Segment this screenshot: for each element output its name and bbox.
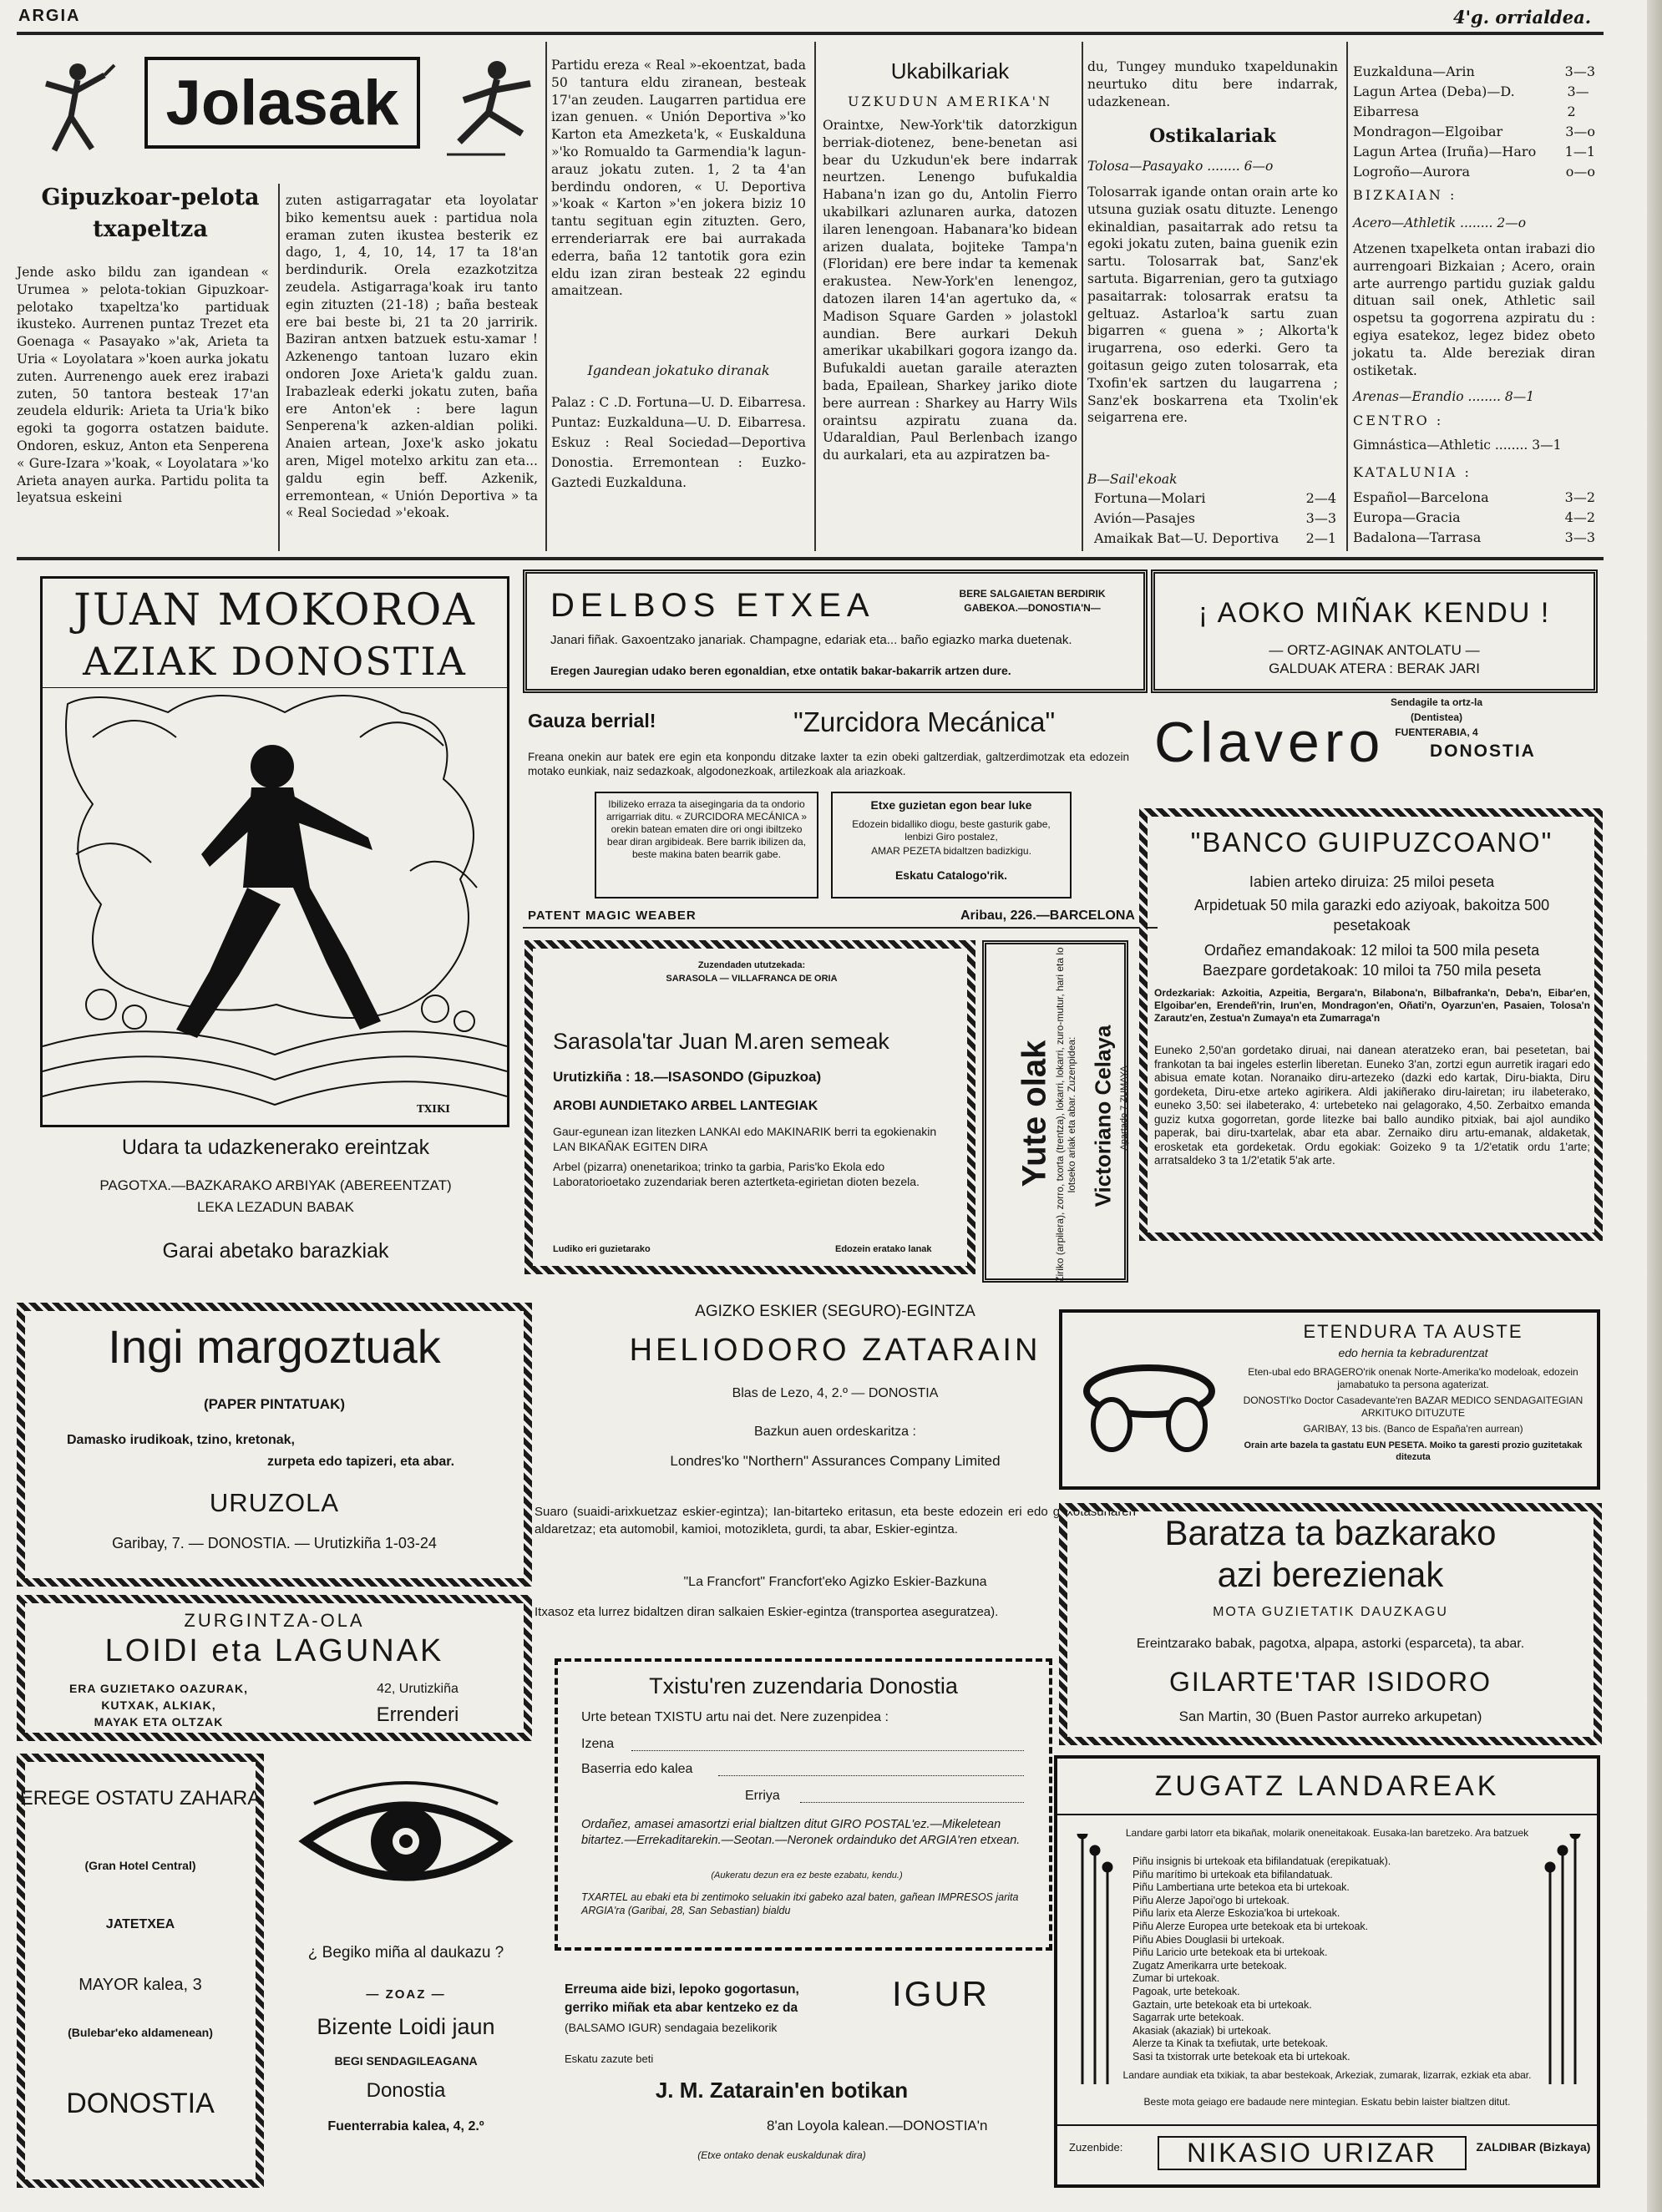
bsail-title: B—Sail'ekoak bbox=[1087, 472, 1178, 487]
mokoroa-name: JUAN MOKOROA bbox=[73, 585, 476, 635]
zugatz-ad bbox=[1054, 1755, 1600, 2188]
col-rule-3 bbox=[814, 42, 816, 551]
runner-icon bbox=[430, 50, 547, 167]
bizkaian-text: Atzenen txapelketa ontan irabazi dio aurrengoari Bizkaian ; Acero, orain arte aurrengo partidu guziak galdu dituan sail onek, Athletic sail ospetsu ta gogorrena azpiratu du : egiya esatekoz, legez bidez obeto jokatu ta. Alde bereziak diran ostiketak. bbox=[1353, 241, 1595, 378]
result-row bbox=[1353, 508, 1595, 528]
result-row bbox=[1353, 162, 1595, 182]
yute-ad bbox=[982, 940, 1128, 1283]
zurgintza-line-3: MAYAK ETA OLTZAK bbox=[94, 1715, 224, 1729]
artist-signature: TXIKI bbox=[417, 1103, 450, 1115]
list-item: Zumar bi urtekoak. bbox=[1132, 1972, 1220, 1985]
ostatu-line-2: MAYOR kalea, 3 bbox=[79, 1976, 202, 1994]
zurcidora-box-1 bbox=[595, 792, 818, 898]
zurcidora-address: Aribau, 226.—BARCELONA bbox=[960, 909, 1135, 923]
igur-line-3: (BALSAMO IGUR) sendagaia bezelikorik bbox=[565, 2021, 778, 2034]
eye-address: Fuenterrabia kalea, 4, 2.º bbox=[327, 2119, 484, 2134]
pelota-column-3: Partidu ereza « Real »-ekoentzat, bada 50 tantura eldu ziranean, besteak 17'an zeuden. Laugarren partidua ere izan genuen. « Unión Deportiva »'ko Karton eta Amezketa'k, « Euskalduna »'ko Romualdo ta Garmendia'k lagun-arauz jokatu zuten. 1, 2 ta 4'an berdindu ondoren, « U. Deportiva »'koak « Karton »'en jokera biziz 10 tantu segituan egin zituzten. Gero, errenderiarrak ere bai aurrakada ederra, baña 12 tantotik gora ezin eldu izan ziran besteak 22 egindu amaitzean. bbox=[551, 58, 806, 299]
igur-brand: IGUR bbox=[892, 1974, 990, 2013]
zurgintza-line-2: KUTXAK, ALKIAK, bbox=[101, 1698, 216, 1712]
bizkaian-label: BIZKAIAN : bbox=[1353, 187, 1457, 203]
right-results bbox=[1353, 62, 1595, 182]
baratza-line-1: Ereintzarako babak, pagotxa, alpapa, astorki (esparceta), ta abar. bbox=[1136, 1637, 1525, 1651]
zurcidora-patent: PATENT MAGIC WEABER bbox=[528, 909, 697, 923]
result-score: 2—4 bbox=[1305, 490, 1336, 506]
heliodoro-line-5: Itxasoz eta lurrez bidaltzen diran salkaien Eskier-egintza (transportea aseguratzea). bbox=[535, 1605, 999, 1619]
txistu-coupon[interactable] bbox=[555, 1658, 1052, 1951]
zurcidora-box2-catalog: Eskatu Catalogo'rik. bbox=[894, 868, 1008, 882]
aoko-line-2: GALDUAK ATERA : BERAK JARI bbox=[1269, 661, 1480, 676]
jolasak-banner bbox=[21, 50, 539, 167]
mokoroa-line-1: Udara ta udazkenerako ereintzak bbox=[121, 1136, 430, 1159]
baratza-subtitle: MOTA GUZIETATIK DAUZKAGU bbox=[1213, 1605, 1448, 1619]
aoko-ad bbox=[1151, 569, 1598, 693]
etendura-title: ETENDURA TA AUSTE bbox=[1303, 1321, 1523, 1342]
result-row bbox=[1353, 62, 1595, 82]
result-row bbox=[1094, 509, 1336, 529]
result-score: 3—3 bbox=[1564, 529, 1595, 545]
txistu-izena-label: Izena bbox=[581, 1737, 615, 1751]
result-row bbox=[1353, 528, 1595, 548]
zurgintza-phone: 42, Urutizkiña bbox=[377, 1682, 459, 1696]
col-rule-5 bbox=[1346, 42, 1348, 551]
clavero-brand: Clavero bbox=[1154, 711, 1386, 774]
zugatz-brand: NIKASIO URIZAR bbox=[1158, 2136, 1467, 2170]
txistu-izena-field[interactable] bbox=[631, 1750, 1024, 1751]
zurgintza-city: Errenderi bbox=[376, 1703, 459, 1726]
bsail-results bbox=[1094, 488, 1336, 549]
page-edge-shadow bbox=[1647, 0, 1662, 2212]
zugatz-city: ZALDIBAR (Bizkaya) bbox=[1476, 2140, 1591, 2154]
zurgintza-brand: LOIDI eta LAGUNAK bbox=[104, 1633, 444, 1668]
zugatz-zuzenbide: Zuzenbide: bbox=[1069, 2141, 1123, 2154]
ukabil-text: Oraintxe, New-York'tik datorzkigun berriak-diotenez, bene-benetan asi bear du Uzkudun'ek bere indarrak neurtzen. Lenengo bufukaldia Habana'n izan go du, Antolin Fierro ukabilkari azlunaren aurka, datozen ilaren lenengoan. Habanara'ko bidean arizen dualata, bojiteke Tampa'n (Floridan) ere bere indar ta kemenak erakustea. New-York'en lenengoz, datozen ilaren 14'an agertuko da, « Madison Square Garden » jolastokl aundian. Bere aurkari Dekuh amerikar ukabilkari gogora izango da. Bufukaldi auetan garaile aterazten bada, Epailean, Sharkey jariko diote bere aurrean : Sharkey au Harry Wils oraintsu azpiratu zuana da. Udaraldian, Paul Berlenbach izango du aurkalari, eta au azpiratzen ba- bbox=[823, 118, 1077, 463]
baratza-brand: GILARTE'TAR ISIDORO bbox=[1168, 1667, 1492, 1697]
zugatz-intro: Landare garbi latorr eta bikañak, molarik oneneitakoak. Eusaka-lan baretzeko. Ara batzuek bbox=[1125, 1827, 1529, 1839]
banco-line-4: Baezpare gordetakoak: 10 miloi ta 750 mila peseta bbox=[1202, 962, 1542, 979]
igur-line-1: Erreuma aide bizi, lepoko gogortasun, bbox=[565, 1982, 799, 1997]
banco-line-3: Ordañez emandakoak: 12 miloi ta 500 mila peseta bbox=[1203, 942, 1540, 959]
mokoroa-ad-illustration bbox=[40, 576, 509, 1127]
zurcidora-box2-text: Edozein bidalliko diogu, beste gasturik gabe, lenbizi Giro postalez, bbox=[852, 818, 1051, 843]
txistu-title: Txistu'ren zuzendaria Donostia bbox=[649, 1673, 958, 1698]
etendura-line-1: Eten-ubal edo BRAGERO'rik onenak Norte-Amerika'ko modeloak, edozein jamabatuko ta persona agaterizat. bbox=[1248, 1366, 1578, 1390]
yute-title: Yute olak bbox=[1016, 1040, 1053, 1187]
header-left: ARGIA bbox=[18, 7, 81, 25]
result-match: Lagun Artea (Iruña)—Haro bbox=[1353, 144, 1537, 159]
txistu-base-label: Baserria edo kalea bbox=[581, 1762, 693, 1776]
result-row bbox=[1353, 122, 1595, 142]
heliodoro-line-2: Londres'ko "Northern" Assurances Company Limited bbox=[670, 1453, 1001, 1469]
gimnastica-line: Gimnástica—Athletic ........ 3—1 bbox=[1353, 438, 1562, 453]
etendura-subtitle: edo hernia ta kebradurentzat bbox=[1338, 1346, 1488, 1359]
result-match: Logroño—Aurora bbox=[1353, 164, 1471, 180]
result-score: 3—3 bbox=[1564, 63, 1595, 79]
heliodoro-line-4: "La Francfort" Francfort'eko Agizko Eskier-Bazkuna bbox=[683, 1575, 987, 1589]
sarasola-top-2: SARASOLA — VILLAFRANCA DE ORIA bbox=[666, 974, 838, 984]
baratza-address: San Martin, 30 (Buen Pastor aurreko arkupetan) bbox=[1178, 1708, 1482, 1724]
heliodoro-title: HELIODORO ZATARAIN bbox=[629, 1333, 1041, 1368]
heliodoro-address: Blas de Lezo, 4, 2.º — DONOSTIA bbox=[732, 1386, 939, 1400]
truss-illustration bbox=[1074, 1341, 1224, 1466]
txistu-eriya-label: Erriya bbox=[745, 1789, 780, 1803]
ukabil-title: Ukabilkariak bbox=[890, 58, 1010, 84]
mokoroa-line-4: Garai abetako barazkiak bbox=[162, 1239, 389, 1263]
eye-ad bbox=[284, 1762, 528, 2186]
heliodoro-pre: AGIZKO ESKIER (SEGURO)-EGINTZA bbox=[695, 1303, 975, 1320]
zurcidora-text: Freana onekin aur batek ere egin eta konpondu ditzake laxter ta ezin obeki galtzerdiak, galtzerdimotzak eta edozein motako eunkiak, naiz sedazkoak, algodonezkoak, artilezkoak ala ariazkoak. bbox=[528, 751, 1129, 777]
zurcidora-box-2 bbox=[831, 792, 1072, 898]
txistu-eriya-field[interactable] bbox=[800, 1802, 1024, 1803]
eye-zoaz: — ZOAZ — bbox=[366, 1987, 446, 2002]
eye-specialist: BEGI SENDAGILEAGANA bbox=[334, 2054, 478, 2068]
sarasola-foot-1: Ludiko eri guzietarako bbox=[553, 1244, 651, 1254]
ostikal-title: Ostikalariak bbox=[1149, 125, 1276, 147]
list-item: Zugatz Amerikarra urte betekoak. bbox=[1132, 1959, 1287, 1972]
zurcidora-box2-price: AMAR PEZETA bidaltzen badizkigu. bbox=[871, 845, 1031, 857]
zurcidora-box1-text: Ibilizeko erraza ta aisegingaria da ta ondorio arrigarriak ditu. « ZURCIDORA MECÁNICA » orekin batean ematen dire ori ongi ibiltzeko bear diran argibideak. Bere barrik ibilizen da, beste makina baten bearrik gabe. bbox=[606, 798, 808, 860]
ukabil-subtitle: UZKUDUN AMERIKA'N bbox=[847, 94, 1053, 109]
result-row bbox=[1353, 82, 1595, 122]
zurcidora-box2-head: Etxe guzietan egon bear luke bbox=[870, 798, 1032, 812]
result-score: 3—o bbox=[1565, 124, 1595, 139]
result-match: Mondragon—Elgoibar bbox=[1353, 124, 1503, 139]
list-item: Sasi ta txistorrak urte betekoak eta bi urtekoak. bbox=[1132, 2050, 1350, 2063]
ostatu-title: EREGE OSTATU ZAHARA bbox=[19, 1787, 261, 1810]
pelota-player-icon bbox=[21, 50, 138, 167]
baratza-title-1: Baratza ta bazkarako bbox=[1164, 1513, 1497, 1552]
list-item: Piñu Abies Douglasii bi urtekoak. bbox=[1132, 1933, 1285, 1946]
clavero-line-2: (Dentistea) bbox=[1410, 711, 1462, 723]
result-row bbox=[1353, 488, 1595, 508]
ingi-line-1: Damasko irudikoak, tzino, kretonak, bbox=[67, 1433, 295, 1447]
ostikal-text: Tolosarrak igande ontan orain arte ko utsuna guziak osatu dituzte. Lenengo ekinaldian, pasaitarrak ado retsu ta egoki jokatu zuten, baina guenik ezin sartu. Tolosarrak bat, Sanz'ek sartuta. Bigarrenian, gero ta gutxiago pasaitarrak: tolosarrak eratsu ta geltuaz. Astarloa'k sartu zuan bigarren « guena » ; Alkorta'k irugarrena, oso ederki. Gero ta goitasun geigo zuten tolosarrak, eta Txofin'ek sartzen du laugarrena ; Sanz'ek boskarrena eta Txolin'ek seigarrena ere. bbox=[1087, 185, 1338, 426]
yute-apartado: Apartado 7 ZUMAYA bbox=[1119, 1066, 1129, 1151]
col-rule-4 bbox=[1082, 42, 1083, 551]
delbos-line-1: Janari fiñak. Gaxoentzako janariak. Champagne, edariak eta... baño egiazko marka duetenak. bbox=[550, 633, 1072, 647]
delbos-ad bbox=[523, 569, 1148, 693]
pelota-column-2: zuten astigarragatar eta loyolatar biko kementsu auek : partidua nola eraman zuten ikustea besterik ez dago, 1, 4, 10, 14, 17 ta 18'an berdindurik. Orela ezazkotzitza zeudela. Astigarraga'koak iru tanto egin zituzten (21-18) ; baña besteak ere bai beste bi, 21 ta 20 jarririk. Baziran antxen batzuek estu-xamar ! Azkenengo tantoan luzaro ekin ondoren Joxe Arieta'k galdu zuan. Irabazleak ederki jokatu zuten, baña ere Anton'ek : bere lagun Senperena'k azken-aldian poliki. Anaien artean, Joxe'k asko jokatu aren, Migel motelxo arkitu zan eta... galdu egin beff. Azkenik, erremontean, « Unión Deportiva » ta « Real Sociedad »'ekoak. bbox=[286, 193, 538, 521]
zurcidora-left: Gauza berrial! bbox=[528, 710, 656, 731]
result-score: 1—1 bbox=[1564, 144, 1595, 159]
aoko-line-1: — ORTZ-AGINAK ANTOLATU — bbox=[1269, 642, 1480, 658]
mokoroa-line-3: LEKA LEZADUN BABAK bbox=[196, 1199, 355, 1215]
list-item: Piñu Alerze Europea urte betekoak eta bi urtekoak. bbox=[1132, 1920, 1369, 1932]
txistu-line-2: Ordañez, amasei amasortzi erial bialtzen ditut GIRO POSTAL'ez.—Mikeletean bitartez.—Errekaditarekin.—Seotan.—Neronek ordainduko det ARGIA'ren etxean. bbox=[581, 1818, 1021, 1847]
zugatz-title: ZUGATZ LANDAREAK bbox=[1154, 1770, 1500, 1802]
eye-city: Donostia bbox=[366, 2079, 446, 2102]
list-item: Piñu Lambertiana urte betekoa eta bi urtekoak. bbox=[1132, 1881, 1350, 1894]
igur-address: 8'an Loyola kalean.—DONOSTIA'n bbox=[767, 2118, 988, 2134]
list-item: Akasiak (akaziak) bi urtekoak. bbox=[1132, 2024, 1272, 2037]
pelota-column-1: Jende asko bildu zan igandean « Urumea » pelota-tokian Gipuzkoar-pelotako txapeltza'ko partiduak ikusteko. Aurrenen puntaz Trezet eta Goenaga « Pasayako »'ak, Arieta ta Uria « Loyolatara »'koen aurka jokatu zuten. Aurrenengo auek erez irabazi zuten, 50 tantora besteak 17'an zeudela eldurik: Arieta ta Uria'k biko egoki ta gogorra ostatzen baidute. Ondoren, eskuz, Anton eta Senperena « Gure-Izara »'koak, « Loyolatara »'ko Arieta anayen aurka. Partidu polita ta leyatsua eskeini bbox=[17, 265, 269, 506]
result-score: o—o bbox=[1565, 164, 1595, 180]
sower-illustration bbox=[43, 687, 507, 1121]
baratza-title-2: azi berezienak bbox=[1217, 1555, 1444, 1594]
txistu-line-3: (Aukeratu dezun era ez beste ezabatu, kendu.) bbox=[711, 1870, 903, 1880]
aoko-title: ¡ AOKO MIÑAK KENDU ! bbox=[1198, 597, 1551, 629]
zugatz-left-ornament bbox=[1066, 1834, 1116, 2084]
ostatu-ad bbox=[17, 1754, 264, 2188]
section-rule bbox=[17, 557, 1604, 560]
jolasak-title: Jolasak bbox=[144, 57, 420, 149]
list-item: Alerze ta Kinak ta txefiutak, urte betekoak. bbox=[1132, 2037, 1329, 2050]
katalunia-label: KATALUNIA : bbox=[1353, 464, 1472, 480]
result-match: Lagun Artea (Deba)—D. Eibarresa bbox=[1353, 84, 1515, 119]
col-rule-2 bbox=[545, 42, 547, 551]
list-item: Piñu marítimo bi urtekoak eta bifilandatuak. bbox=[1132, 1868, 1333, 1880]
heliodoro-line-1: Bazkun auen ordeskaritza : bbox=[754, 1425, 916, 1439]
zugatz-right-ornament bbox=[1542, 1834, 1592, 2084]
result-match: Europa—Gracia bbox=[1353, 509, 1461, 525]
igur-line-4: Eskatu zazute beti bbox=[565, 2053, 654, 2065]
ingi-address: Garibay, 7. — DONOSTIA. — Urutizkiña 1-03-24 bbox=[112, 1535, 437, 1551]
zurgintza-title: ZURGINTZA-OLA bbox=[184, 1610, 365, 1631]
result-score: 3—2 bbox=[1564, 489, 1595, 505]
banco-line-1: Iabien arteko diruiza: 25 miloi peseta bbox=[1249, 873, 1495, 890]
igur-line-2: gerriko miñak eta abar kentzeko ez da bbox=[565, 2001, 798, 2015]
etendura-line-4: Orain arte bazela ta gastatu EUN PESETA. Moiko ta garesti prozio guzitetakak ditezuta bbox=[1244, 1440, 1583, 1462]
sarasola-s2: Gaur-egunean izan litezken LANKAI edo MAKINARIK berri ta egokienakin LAN BIKAÑAK EGITEN DIRA bbox=[553, 1125, 937, 1153]
yute-text: Ziriko (arpilera), zorro, txorta (trentza), lokarri, lokarri, zuro-mutur, hari eta lo lotseko ariak eta abar. Zuzenpidea: bbox=[1054, 947, 1077, 1283]
arenas-line: Arenas—Erandio ........ 8—1 bbox=[1353, 389, 1535, 404]
sarasola-phone: Urutizkiña : 18.—ISASONDO (Gipuzkoa) bbox=[553, 1069, 822, 1085]
bizkaian-line: Acero—Athletik ........ 2—o bbox=[1353, 215, 1527, 230]
result-score: 3—2 bbox=[1567, 84, 1589, 119]
txistu-line-4: TXARTEL au ebaki eta bi zentimoko seluakin itxi gabeko azal baten, gañean IMPRESOS jarita ARGIA'ra (Garibai, 28, San Sebastian) bialdu bbox=[581, 1891, 1019, 1916]
ingi-line-2: zurpeta edo tapizeri, eta abar. bbox=[267, 1455, 455, 1469]
ostikal-line: Tolosa—Pasayako ........ 6—o bbox=[1087, 159, 1274, 174]
rule bbox=[1057, 1814, 1597, 1815]
list-item: Piñu insignis bi urtekoak eta bifilandatuak (erepikatuak). bbox=[1132, 1855, 1391, 1867]
rule bbox=[1057, 2124, 1597, 2126]
schedule-title: Igandean jokatuko diranak bbox=[587, 362, 770, 378]
header-page-number: 4'g. orrialdea. bbox=[1453, 7, 1592, 28]
yute-name: Victoriano Celaya bbox=[1090, 1025, 1116, 1207]
result-row bbox=[1094, 529, 1336, 549]
result-match: Badalona—Tarrasa bbox=[1353, 529, 1482, 545]
result-match: Fortuna—Molari bbox=[1094, 490, 1206, 506]
list-item: Piñu larix eta Alerze Eskozia'koa bi urtekoak. bbox=[1132, 1907, 1340, 1920]
ostatu-line-3: (Bulebar'eko aldamenean) bbox=[68, 2026, 213, 2039]
schedule-list: Palaz : C .D. Fortuna—U. D. Eibarresa. Puntaz: Euzkalduna—U. D. Eibarresa. Eskuz : Real Sociedad—Deportiva Donostia. Erremontean : Euzko-Gaztedi Euzkalduna. bbox=[551, 395, 806, 490]
zugatz-list bbox=[1132, 1855, 1533, 2064]
ostatu-line-1: JATETXEA bbox=[105, 1917, 175, 1931]
heliodoro-line-3: Suaro (suaidi-arixkuetzaz eskier-egintza); Ian-bitarteko eritasun, eta beste edozein eri edo gaxotasunaren aldaretzaz; eta automobil, kamioi, motozikleta, gurdi, ta abar, Eskier-egintza. bbox=[535, 1505, 1136, 1536]
etendura-line-2: DONOSTI'ko Doctor Casadevante'ren BAZAR MEDICO SENDAGAITEGIAN ARKITUKO DITUZUTE bbox=[1243, 1395, 1583, 1419]
ingi-subtitle: (PAPER PINTATUAK) bbox=[203, 1396, 346, 1412]
igur-foot: (Etxe ontako denak euskaldunak dira) bbox=[697, 2149, 866, 2161]
list-item: Pagoak, urte betekoak. bbox=[1132, 1985, 1240, 1997]
centro-label: CENTRO : bbox=[1353, 413, 1444, 428]
list-item: Piñu Alerze Japoi'ogo bi urtekoak. bbox=[1132, 1894, 1290, 1906]
result-match: Avión—Pasajes bbox=[1094, 510, 1195, 526]
zurgintza-line-1: ERA GUZIETAKO OAZURAK, bbox=[68, 1682, 249, 1695]
banco-services: Euneko 2,50'an gordetako diruai, nai danean ateratzeko eran, bai pesetetan, bai frankotan ta bai ingeles esterlin liberetan. Euneko 3'an, zortzi egun aurretik iragari edo abisua emate kotan. Noranaiko diru-artezeko (dazki edo kartak, Diru-biakta, Diru gordeketa, Diru-etxe arteko agirikera. Aldi jakiñerako diru-lairetan; iru ilabeterako, euneko 3,50: sei ilabeterako, 4: urtebeteko nai gelagorako, 4,50. Zerbaitxo emanda guziz kutxa gogorretan, gorde litezke bai ballo aundiko pitxiak, bai ajol aundiko paperak, bai diru-txartelak, abar eta abar. Zernaiko diru artu-emanak, aldaketak, erosketak eta gordeketak. Ordu egokiak: Goizeko 9 ta 1/2'etatik ordu 1'arte; arratsaldeko 3 ta 1/2'etatik 5'ak arte. bbox=[1154, 1044, 1590, 1167]
col-rule-1 bbox=[278, 184, 280, 551]
banco-line-2: Arpidetuak 50 mila garazki edo aziyoak, bakoitza 500 pesetakoak bbox=[1193, 897, 1550, 934]
txistu-base-field[interactable] bbox=[718, 1775, 1024, 1776]
result-row bbox=[1094, 488, 1336, 509]
etendura-line-3: GARIBAY, 13 bis. (Banco de España'ren aurrean) bbox=[1303, 1423, 1523, 1435]
list-item: Sagarrak urte betekoak. bbox=[1132, 2012, 1244, 2024]
list-item: Gaztain, urte betekoak eta bi urtekoak. bbox=[1132, 1998, 1312, 2011]
ostatu-city: DONOSTIA bbox=[66, 2088, 215, 2119]
sarasola-foot-2: Edozein eratako lanak bbox=[835, 1244, 932, 1254]
zugatz-line-10: Beste mota geiago ere badaude nere mintegian. Eskatu bebin laister bialtzen ditut. bbox=[1143, 2096, 1511, 2108]
result-match: Euzkalduna—Arin bbox=[1353, 63, 1475, 79]
banco-branches: Ordezkariak: Azkoitia, Azpeitia, Bergara'n, Bilabona'n, Bilbafranka'n, Deba'n, Eibar'en, Elgoibar'en, Erendeñ'rin, Irun'en, Mondragon'en, Oñati'n, Oyarzun'en, Pasaien, Tolosa'n Zarautz'en, Zestua'n Zumaya'n eta Zumarraga'n bbox=[1154, 987, 1590, 1024]
rule bbox=[523, 927, 1158, 929]
result-match: Amaikak Bat—U. Deportiva bbox=[1094, 530, 1279, 546]
txistu-line-1: Urte betean TXISTU artu nai det. Nere zuzenpidea : bbox=[581, 1710, 889, 1724]
zurcidora-title: "Zurcidora Mecánica" bbox=[793, 706, 1056, 737]
eye-doctor: Bizente Loidi jaun bbox=[317, 2014, 495, 2039]
clavero-line-3: FUENTERABIA, 4 bbox=[1395, 726, 1478, 738]
etendura-ad bbox=[1059, 1309, 1600, 1490]
list-item: Piñu Laricio urte betekoak eta bi urtekoak. bbox=[1132, 1946, 1328, 1959]
result-score: 2—1 bbox=[1305, 530, 1336, 546]
result-row bbox=[1353, 142, 1595, 162]
result-score: 4—2 bbox=[1564, 509, 1595, 525]
delbos-side: BERE SALGAIETAN BERDIRIK GABEKOA.—DONOSTIA'N— bbox=[959, 588, 1106, 614]
sarasola-top-1: Zuzendaden ututzekada: bbox=[697, 960, 806, 970]
ostatu-subtitle: (Gran Hotel Central) bbox=[84, 1859, 196, 1872]
ostikal-pre: du, Tungey munduko txapeldunakin neurtuko ditu bere indarrak, udazkenean. bbox=[1087, 59, 1338, 109]
ingi-title: Ingi margoztuak bbox=[108, 1320, 441, 1373]
sarasola-s1: AROBI AUNDIETAKO ARBEL LANTEGIAK bbox=[553, 1099, 818, 1113]
pelota-title bbox=[25, 182, 276, 245]
sarasola-title: Sarasola'tar Juan M.aren semeak bbox=[553, 1029, 889, 1054]
result-score: 3—3 bbox=[1305, 510, 1336, 526]
header-rule bbox=[17, 32, 1604, 35]
pelota-title-line1: Gipuzkoar-pelota bbox=[41, 185, 260, 210]
katalunia-results bbox=[1353, 488, 1595, 548]
clavero-city: DONOSTIA bbox=[1430, 742, 1536, 761]
zugatz-line-9: Landare aundiak eta txikiak, ta abar bestekoak, Arkeziak, zumarak, lizarrak, ezkiak eta abar. bbox=[1122, 2069, 1532, 2081]
eye-question: ¿ Begiko miña al daukazu ? bbox=[307, 1944, 504, 1961]
sarasola-s3: Arbel (pizarra) onenetarikoa; trinko ta garbia, Paris'ko Ekola edo Laboratorioetako zuzendariak beren aztertketa-egirietan dioten bezela. bbox=[553, 1160, 920, 1188]
mokoroa-line-2: PAGOTXA.—BAZKARAKO ARBIYAK (ABEREENTZAT) bbox=[99, 1177, 452, 1193]
mokoroa-subtitle: AZIAK DONOSTIA bbox=[83, 639, 467, 684]
igur-name: J. M. Zatarain'en botikan bbox=[655, 2078, 909, 2103]
delbos-title: DELBOS ETXEA bbox=[550, 587, 875, 624]
result-match: Español—Barcelona bbox=[1353, 489, 1489, 505]
banco-title: "BANCO GUIPUZCOANO" bbox=[1190, 827, 1553, 858]
clavero-line-1: Sendagile ta ortz-la bbox=[1390, 696, 1483, 708]
ingi-brand: URUZOLA bbox=[209, 1488, 340, 1517]
pelota-title-line2: txapeltza bbox=[93, 216, 208, 242]
delbos-line-2: Eregen Jauregian udako beren egonaldian, etxe ontatik bakar-bakarrik artzen dure. bbox=[550, 664, 1011, 677]
eye-icon bbox=[297, 1779, 514, 1904]
